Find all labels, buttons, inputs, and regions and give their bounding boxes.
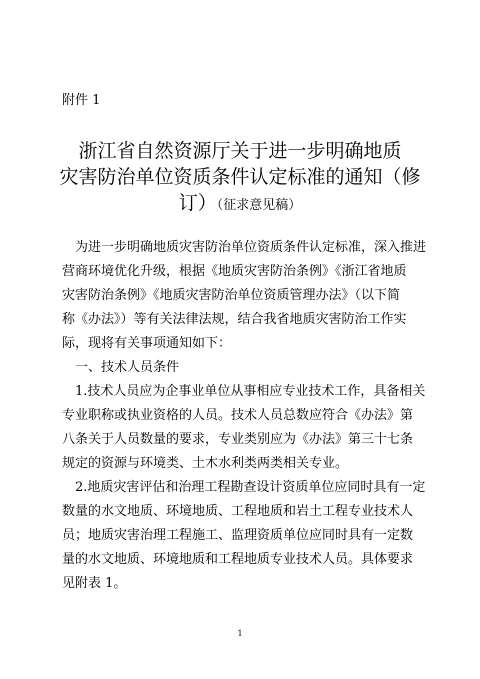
body-line: 见附表 1。 bbox=[62, 576, 127, 591]
attachment-label: 附件 1 bbox=[62, 93, 101, 108]
body-line: 营商环境优化升级，根据《地质灾害防治条例》《浙江省地质 bbox=[62, 264, 407, 279]
title-line-3-main: 订） bbox=[178, 192, 217, 214]
body-line: 专业职称或执业资格的人员。技术人员总数应符合《办法》第 bbox=[62, 408, 414, 423]
document-title bbox=[50, 138, 430, 219]
body-line: 数量的水文地质、环境地质、工程地质和岩土工程专业技术人 bbox=[62, 504, 414, 519]
body-line: 1.技术人员应为企事业单位从事相应专业技术工作，具备相关 bbox=[62, 384, 426, 399]
title-line-2: 灾害防治单位资质条件认定标准的通知（修 bbox=[59, 166, 421, 188]
title-line-3 bbox=[50, 190, 430, 219]
body-line: 量的水文地质、环境地质和工程地质专业技术人员。具体要求 bbox=[62, 552, 414, 567]
page-number: 1 bbox=[237, 629, 243, 638]
section-heading: 一、技术人员条件 bbox=[62, 360, 180, 375]
document-body bbox=[62, 236, 427, 596]
body-line: 员；地质灾害治理工程施工、监理资质单位应同时具有一定数 bbox=[62, 528, 414, 543]
body-line: 际，现将有关事项通知如下： bbox=[62, 336, 232, 351]
body-line: 为进一步明确地质灾害防治单位资质条件认定标准，深入推进 bbox=[62, 240, 427, 255]
body-line: 称《办法》）等有关法律法规，结合我省地质灾害防治工作实 bbox=[62, 312, 407, 327]
title-line-1: 浙江省自然资源厅关于进一步明确地质 bbox=[78, 140, 402, 162]
body-line: 规定的资源与环境类、土木水利类两类相关专业。 bbox=[62, 456, 349, 471]
title-draft-note: （征求意见稿） bbox=[216, 198, 302, 213]
body-line: 2.地质灾害评估和治理工程勘查设计资质单位应同时具有一定 bbox=[62, 480, 426, 495]
body-line: 八条关于人员数量的要求，专业类别应为《办法》第三十七条 bbox=[62, 432, 414, 447]
body-line: 灾害防治条例》《地质灾害防治单位资质管理办法》（以下简 bbox=[62, 288, 401, 303]
